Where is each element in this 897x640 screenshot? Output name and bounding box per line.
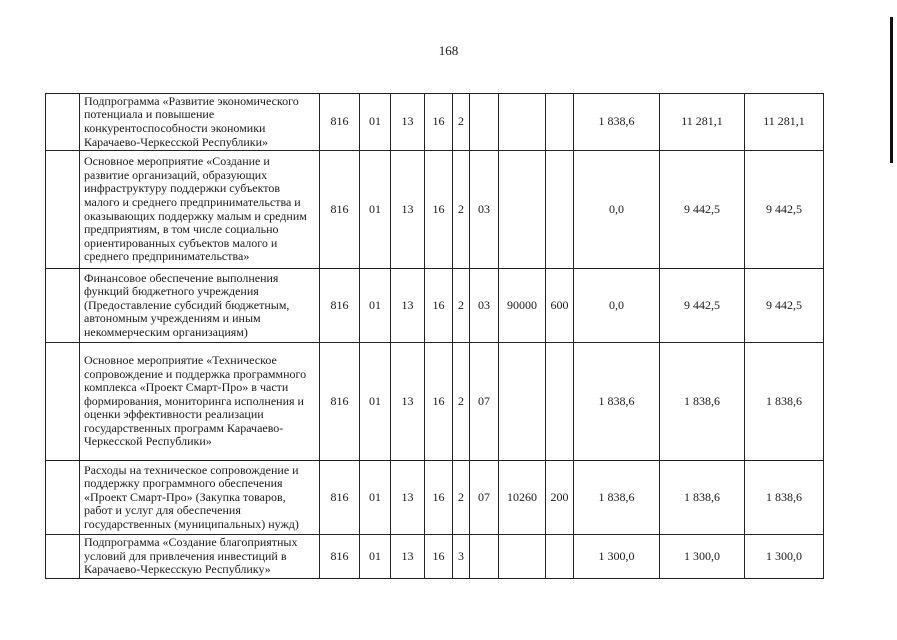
table-row [46, 535, 824, 579]
target-article-event-cell [470, 94, 499, 151]
target-article-direction-cell [499, 343, 546, 461]
target-article-direction-cell [499, 94, 546, 151]
expense-type-cell [546, 94, 574, 151]
target-article-subprogram-cell: 2 [453, 94, 470, 151]
amount-year1-cell: 1 838,6 [574, 343, 660, 461]
row-number-cell [46, 94, 80, 151]
table-body [46, 94, 824, 579]
amount-year1-cell: 1 300,0 [574, 535, 660, 579]
subsection-code-cell: 13 [391, 151, 425, 269]
grbs-code-cell: 816 [320, 94, 360, 151]
target-article-subprogram-cell: 2 [453, 343, 470, 461]
row-number-cell [46, 343, 80, 461]
amount-year1-cell: 1 838,6 [574, 94, 660, 151]
target-article-event-cell: 03 [470, 151, 499, 269]
target-article-subprogram-cell: 2 [453, 461, 470, 535]
target-article-event-cell: 07 [470, 343, 499, 461]
table-row [46, 343, 824, 461]
row-name-cell: Подпрограмма «Создание благоприятных условий для привлечения инвестиций в Карачаево-Черкесскую Республику» [80, 535, 320, 579]
expense-type-cell [546, 535, 574, 579]
target-article-direction-cell: 10260 [499, 461, 546, 535]
amount-year3-cell: 9 442,5 [745, 269, 824, 343]
section-code-cell: 01 [360, 151, 391, 269]
amount-year1-cell: 0,0 [574, 151, 660, 269]
row-name-cell: Основное мероприятие «Создание и развитие организаций, образующих инфраструктуру поддержки субъектов малого и среднего предпринимательства и оказывающих поддержку малым и средним предприятиям, в том числе социально ориентированных субъектов малого и среднего предпринимательства» [80, 151, 320, 269]
amount-year2-cell: 1 838,6 [660, 343, 745, 461]
row-number-cell [46, 461, 80, 535]
amount-year2-cell: 9 442,5 [660, 151, 745, 269]
target-article-program-cell: 16 [425, 535, 453, 579]
target-article-program-cell: 16 [425, 269, 453, 343]
amount-year2-cell: 9 442,5 [660, 269, 745, 343]
amount-year3-cell: 11 281,1 [745, 94, 824, 151]
grbs-code-cell: 816 [320, 151, 360, 269]
target-article-event-cell: 03 [470, 269, 499, 343]
expense-type-cell [546, 151, 574, 269]
amount-year3-cell: 9 442,5 [745, 151, 824, 269]
grbs-code-cell: 816 [320, 461, 360, 535]
subsection-code-cell: 13 [391, 343, 425, 461]
amount-year2-cell: 1 300,0 [660, 535, 745, 579]
row-number-cell [46, 151, 80, 269]
subsection-code-cell: 13 [391, 94, 425, 151]
target-article-direction-cell [499, 535, 546, 579]
section-code-cell: 01 [360, 461, 391, 535]
scan-edge-mark [890, 17, 893, 163]
amount-year3-cell: 1 838,6 [745, 343, 824, 461]
target-article-subprogram-cell: 2 [453, 151, 470, 269]
grbs-code-cell: 816 [320, 535, 360, 579]
amount-year1-cell: 0,0 [574, 269, 660, 343]
subsection-code-cell: 13 [391, 461, 425, 535]
amount-year2-cell: 11 281,1 [660, 94, 745, 151]
amount-year1-cell: 1 838,6 [574, 461, 660, 535]
grbs-code-cell: 816 [320, 343, 360, 461]
target-article-event-cell [470, 535, 499, 579]
row-name-cell: Основное мероприятие «Техническое сопровождение и поддержка программного комплекса «Проект Смарт-Про» в части формирования, мониторинга исполнения и оценки эффективности реализации государственных программ Карачаево-Черкесской Республики» [80, 343, 320, 461]
expense-type-cell [546, 343, 574, 461]
amount-year2-cell: 1 838,6 [660, 461, 745, 535]
grbs-code-cell: 816 [320, 269, 360, 343]
section-code-cell: 01 [360, 269, 391, 343]
target-article-program-cell: 16 [425, 461, 453, 535]
table-row [46, 94, 824, 151]
table-row [46, 151, 824, 269]
target-article-program-cell: 16 [425, 343, 453, 461]
target-article-event-cell: 07 [470, 461, 499, 535]
row-name-cell: Подпрограмма «Развитие экономического потенциала и повышение конкурентоспособности экономики Карачаево-Черкесской Республики» [80, 94, 320, 151]
section-code-cell: 01 [360, 535, 391, 579]
row-number-cell [46, 269, 80, 343]
expense-type-cell: 600 [546, 269, 574, 343]
section-code-cell: 01 [360, 343, 391, 461]
target-article-direction-cell: 90000 [499, 269, 546, 343]
table-row [46, 461, 824, 535]
row-name-cell: Расходы на техническое сопровождение и поддержку программного обеспечения «Проект Смарт-Про» (Закупка товаров, работ и услуг для обеспечения государственных (муниципальных) нужд) [80, 461, 320, 535]
budget-table [45, 93, 824, 579]
subsection-code-cell: 13 [391, 535, 425, 579]
subsection-code-cell: 13 [391, 269, 425, 343]
amount-year3-cell: 1 300,0 [745, 535, 824, 579]
target-article-program-cell: 16 [425, 94, 453, 151]
table-row [46, 269, 824, 343]
row-name-cell: Финансовое обеспечение выполнения функций бюджетного учреждения (Предоставление субсидий бюджетным, автономным учреждениям и иным некоммерческим организациям) [80, 269, 320, 343]
target-article-subprogram-cell: 3 [453, 535, 470, 579]
section-code-cell: 01 [360, 94, 391, 151]
target-article-direction-cell [499, 151, 546, 269]
page-number: 168 [438, 43, 459, 58]
target-article-subprogram-cell: 2 [453, 269, 470, 343]
expense-type-cell: 200 [546, 461, 574, 535]
amount-year3-cell: 1 838,6 [745, 461, 824, 535]
row-number-cell [46, 535, 80, 579]
target-article-program-cell: 16 [425, 151, 453, 269]
